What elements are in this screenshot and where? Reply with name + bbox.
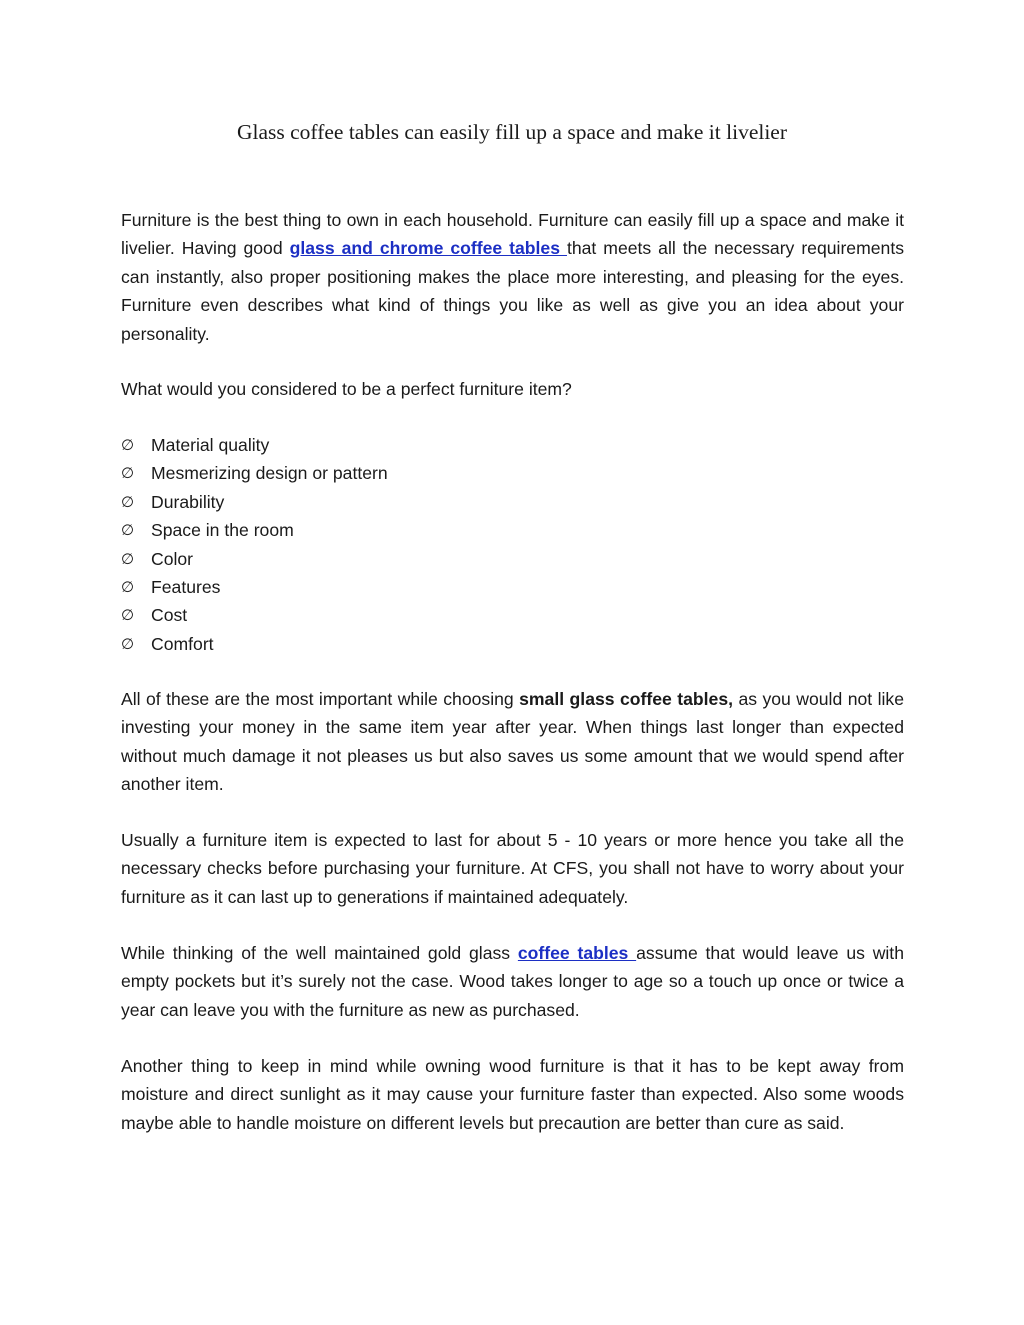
criteria-label: Color xyxy=(151,548,194,569)
criteria-label: Comfort xyxy=(151,633,214,654)
intro-paragraph xyxy=(121,206,904,348)
moisture-section xyxy=(121,1052,904,1137)
intro-section xyxy=(121,206,904,348)
empty-set-icon: ∅ xyxy=(121,606,135,625)
coffee-tables-link[interactable]: coffee tables xyxy=(517,943,637,963)
criteria-section xyxy=(121,431,904,658)
page-title: Glass coffee tables can easily fill up a space and make it livelier xyxy=(236,120,788,144)
intro-text-after: that meets all the necessary requirements can instantly, also proper positioning makes the place more interesting, and pleasing for the eyes. Furniture even describes what kind of things you like as well as give you an idea about your personality. xyxy=(121,238,905,344)
gold-text-before: While thinking of the well maintained gold glass xyxy=(121,943,518,963)
intro-text-before: Furniture is the best thing to own in each household. Furniture can easily fill up a space and make it livelier. Having good xyxy=(121,210,904,259)
criteria-list-item xyxy=(121,459,904,487)
lifespan-paragraph: Usually a furniture item is expected to last for about 5 - 10 years or more hence you take all the necessary checks before purchasing your furniture. At CFS, you shall not have to worry about your furniture as it can last up to generations if maintained adequately. xyxy=(121,830,904,907)
criteria-list-item xyxy=(121,545,904,573)
empty-set-icon: ∅ xyxy=(121,464,135,483)
empty-set-icon: ∅ xyxy=(121,521,135,540)
gold-glass-section xyxy=(121,939,904,1024)
lifespan-section xyxy=(121,826,904,911)
empty-set-icon: ∅ xyxy=(121,634,135,653)
criteria-list-item xyxy=(121,630,904,658)
criteria-list-item xyxy=(121,431,904,459)
criteria-label: Material quality xyxy=(151,435,270,455)
empty-set-icon: ∅ xyxy=(121,436,135,454)
empty-set-icon: ∅ xyxy=(121,577,135,596)
criteria-list-item xyxy=(121,488,904,516)
criteria-label: Durability xyxy=(151,491,225,512)
question-paragraph: What would you considered to be a perfect furniture item? xyxy=(121,379,572,399)
gold-text-after: assume that would leave us with empty pockets but it’s surely not the case. Wood takes longer to age so a touch up once or twice a year can leave you with the furniture as new as purchased. xyxy=(121,943,904,1020)
moisture-paragraph: Another thing to keep in mind while owning wood furniture is that it has to be kept away from moisture and direct sunlight as it may cause your furniture faster than expected. Also some woods maybe able to handle moisture on different levels but precaution are better than cure as said. xyxy=(121,1056,904,1133)
criteria-list-item xyxy=(121,516,904,544)
choosing-text-before: All of these are the most important while choosing xyxy=(121,689,520,709)
empty-set-icon: ∅ xyxy=(121,492,135,511)
question-section xyxy=(121,375,904,403)
choosing-section xyxy=(121,685,904,799)
criteria-list-item xyxy=(121,601,904,629)
empty-set-icon: ∅ xyxy=(121,549,135,568)
small-glass-coffee-tables-bold: small glass coffee tables, xyxy=(519,689,733,709)
choosing-text-after: as you would not like investing your money in the same item year after year. When things last longer than expected without much damage it not pleases us but also saves us some amount that we would spend after another item. xyxy=(121,689,904,795)
criteria-list xyxy=(121,431,904,658)
criteria-label: Mesmerizing design or pattern xyxy=(151,463,388,484)
choosing-paragraph xyxy=(121,685,904,799)
glass-chrome-coffee-tables-link[interactable]: glass and chrome coffee tables xyxy=(289,238,567,259)
criteria-label: Features xyxy=(151,576,221,597)
gold-glass-paragraph xyxy=(121,939,904,1024)
criteria-label: Space in the room xyxy=(151,520,294,541)
criteria-label: Cost xyxy=(151,605,188,626)
criteria-list-item xyxy=(121,573,904,601)
